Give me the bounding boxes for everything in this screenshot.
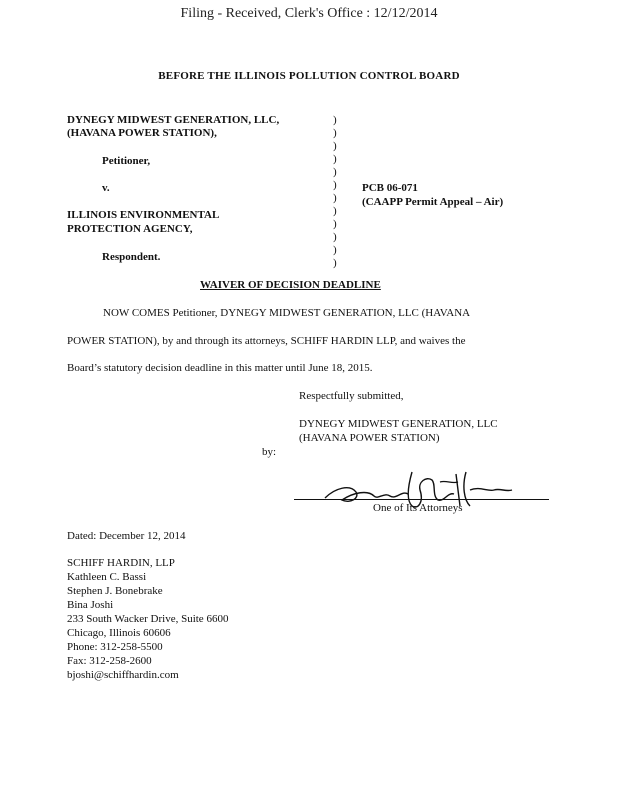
body-line-3: Board’s statutory decision deadline in this matter until June 18, 2015. [67, 362, 373, 374]
respondent-label: Respondent. [102, 251, 161, 263]
caption-paren: ) [333, 166, 337, 178]
caption-paren: ) [333, 127, 337, 139]
versus-label: v. [102, 182, 110, 194]
dated-line: Dated: December 12, 2014 [67, 530, 186, 542]
caption-paren-column [333, 114, 337, 270]
respondent-name-line-1: ILLINOIS ENVIRONMENTAL [67, 209, 220, 221]
signature-party-line-1: DYNEGY MIDWEST GENERATION, LLC [299, 418, 498, 430]
by-label: by: [262, 446, 277, 458]
body-line-2: POWER STATION), by and through its attorneys, SCHIFF HARDIN LLP, and waives the [67, 335, 466, 347]
caption-paren: ) [333, 179, 337, 191]
caption-paren: ) [333, 114, 337, 126]
attorney-name: Bina Joshi [67, 599, 114, 611]
petitioner-label: Petitioner, [102, 155, 151, 167]
caption-paren: ) [333, 231, 337, 243]
attorney-name: Kathleen C. Bassi [67, 571, 147, 583]
filing-stamp: Filing - Received, Clerk's Office : 12/12/2014 [180, 6, 438, 21]
contact-block [67, 556, 228, 682]
signature-line [294, 499, 549, 500]
closing: Respectfully submitted, [299, 390, 404, 402]
caption-paren: ) [333, 257, 337, 269]
fax-number: Fax: 312-258-2600 [67, 655, 152, 667]
email-address: bjoshi@schiffhardin.com [67, 669, 179, 681]
signature-party-line-2: (HAVANA POWER STATION) [299, 432, 440, 444]
phone-number: Phone: 312-258-5500 [67, 641, 163, 653]
case-type: (CAAPP Permit Appeal – Air) [362, 196, 504, 208]
firm-name: SCHIFF HARDIN, LLP [67, 557, 175, 569]
caption-paren: ) [333, 153, 337, 165]
attorney-name: Stephen J. Bonebrake [67, 585, 163, 597]
caption-paren: ) [333, 244, 337, 256]
petitioner-name-line-2: (HAVANA POWER STATION), [67, 127, 217, 139]
attorney-label: One of Its Attorneys [373, 502, 463, 514]
respondent-name-line-2: PROTECTION AGENCY, [67, 223, 193, 235]
address-line-2: Chicago, Illinois 60606 [67, 627, 171, 639]
board-heading: BEFORE THE ILLINOIS POLLUTION CONTROL BOARD [158, 70, 460, 82]
case-number: PCB 06-071 [362, 182, 418, 194]
petitioner-name-line-1: DYNEGY MIDWEST GENERATION, LLC, [67, 114, 280, 126]
caption-paren: ) [333, 218, 337, 230]
body-line-1: NOW COMES Petitioner, DYNEGY MIDWEST GENERATION, LLC (HAVANA [103, 307, 471, 319]
document-title: WAIVER OF DECISION DEADLINE [200, 279, 381, 291]
caption-paren: ) [333, 192, 337, 204]
address-line-1: 233 South Wacker Drive, Suite 6600 [67, 613, 229, 625]
caption-paren: ) [333, 205, 337, 217]
caption-paren: ) [333, 140, 337, 152]
